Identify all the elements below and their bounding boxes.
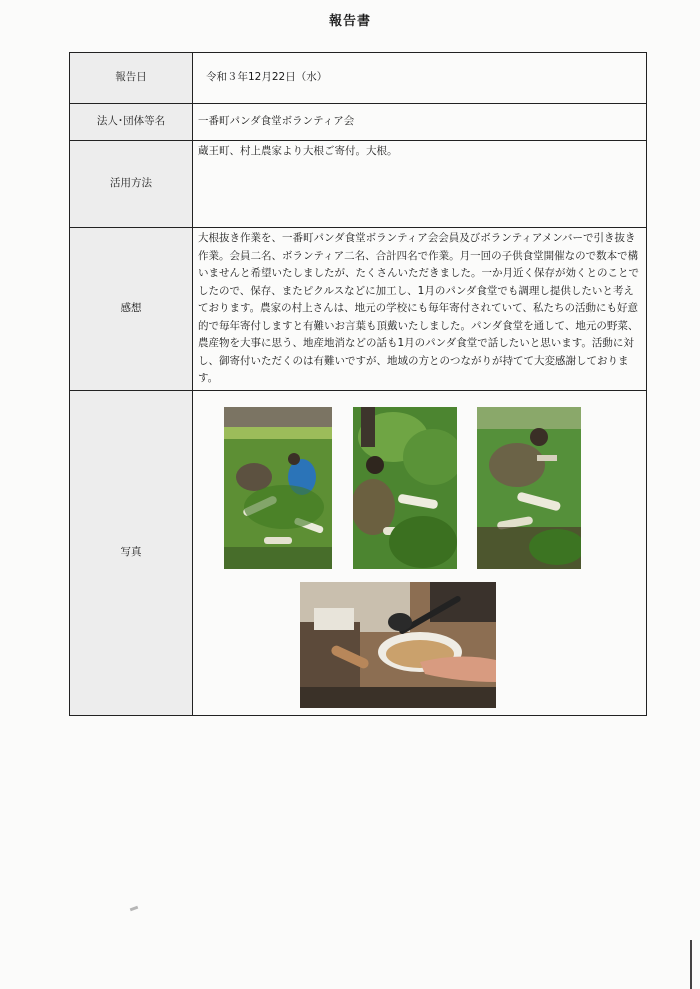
row-report-date bbox=[70, 53, 647, 104]
label-usage: 活用方法 bbox=[70, 141, 193, 228]
value-organization: 一番町パンダ食堂ボランティア会 bbox=[193, 104, 647, 141]
scan-edge-line bbox=[690, 940, 692, 989]
photo-cooking-soup bbox=[300, 582, 496, 708]
photo-radish-harvest-3 bbox=[477, 407, 581, 569]
row-usage bbox=[70, 141, 647, 228]
value-report-date: 令和３年12月22日（水） bbox=[193, 53, 647, 104]
label-photos: 写真 bbox=[70, 390, 193, 715]
row-photos bbox=[70, 390, 647, 715]
photos-cell bbox=[193, 390, 647, 715]
label-organization: 法人･団体等名 bbox=[70, 104, 193, 141]
value-impression: 大根抜き作業を、一番町パンダ食堂ボランティア会会員及びボランティアメンバーで引き抜き作業。会員二名、ボランティア二名、合計四名で作業。月一回の子供食堂開催なので数本で構いませんと希望いたしましたが、たくさんいただきました。一か月近く保存が効くとのことでしたので、保存、またピクルスなどに加工し、1月のパンダ食堂でも調理し提供したいと考えております。農家の村上さんは、地元の学校にも毎年寄付されていて、私たちの活動にも好意的で毎年寄付しますと有難いお言葉も頂戴いたしました。パンダ食堂を通して、地元の野菜、農産物を大事に思う、地産地消などの話も1月のパンダ食堂で話したいと思います。活動に対し、御寄付いただくのは有難いですが、地域の方とのつながりが持てて大変感謝しております。 bbox=[193, 228, 647, 391]
page-title: 報告書 bbox=[328, 14, 371, 29]
row-organization bbox=[70, 104, 647, 141]
photo-radish-harvest-1 bbox=[224, 407, 332, 569]
row-impression bbox=[70, 228, 647, 391]
label-impression: 感想 bbox=[70, 228, 193, 391]
label-report-date: 報告日 bbox=[70, 53, 193, 104]
value-usage: 蔵王町、村上農家より大根ご寄付。大根。 bbox=[193, 141, 647, 228]
scan-mark bbox=[130, 906, 139, 912]
photo-radish-harvest-2 bbox=[353, 407, 457, 569]
report-table bbox=[69, 52, 647, 716]
